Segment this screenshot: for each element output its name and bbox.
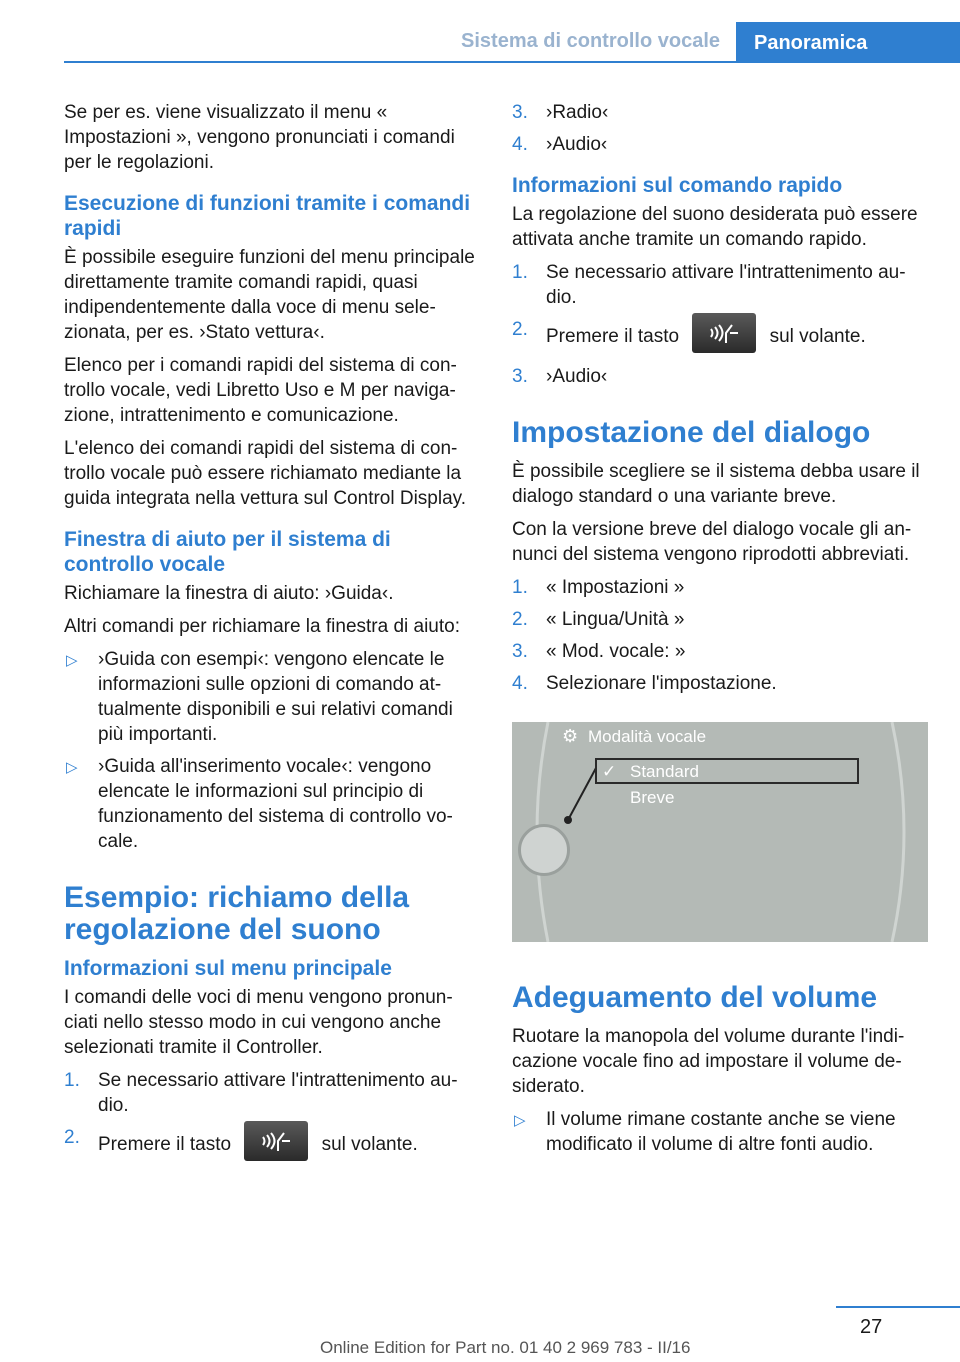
paragraph: Richiamare la finestra di aiuto: ›Guida‹. [64,583,394,604]
step-number: 1. [64,1070,80,1091]
heading-finestra: Finestra di aiuto per il sistema di controllo vocale [64,528,391,576]
list-item-text: Selezionare l'impostazione. [546,673,777,694]
running-section-title: Sistema di controllo vocale [461,30,720,52]
list-item [512,607,928,632]
list-item [64,647,480,747]
list-item [512,132,928,157]
list-item-text: « Mod. vocale: » [546,641,686,662]
paragraph: La regolazione del suono desiderata può essere attivata anche tramite un comando rapido. [512,204,918,250]
list-item [512,639,928,664]
step-number: 2. [64,1127,80,1148]
heading-volume: Adeguamento del volume [512,981,878,1014]
list-item-text: « Impostazioni » [546,577,685,598]
screen-title: Modalità vocale [588,727,707,746]
bullet-list [64,647,480,854]
paragraph: È possibile scegliere se il sistema debba usare il dialogo standard o una variante breve. [512,461,920,507]
list-item-text: ›Audio‹ [546,366,608,387]
heading-dialogo: Impostazione del dialogo [512,416,871,449]
list-item [64,754,480,854]
list-item [512,100,928,125]
list-item-text: ›Guida all'inserimento vocale‹: vengono elencate le informazioni sul principio di funzionamento del sistema di controllo vocale. [98,756,453,852]
numbered-list [512,100,928,157]
paragraph: Altri comandi per richiamare la finestra di aiuto: [64,616,461,637]
heading-esecuzione: Esecuzione di funzioni tramite i comandi rapidi [64,192,471,240]
paragraph: Elenco per i comandi rapidi del sistema di controllo vocale, vedi Libretto Uso e M per navigazione, intrattenimento e comunicazione. [64,355,457,426]
option-standard: Standard [630,762,699,781]
paragraph: I comandi delle voci di menu vengono pronunciati nello stesso modo in cui vengono anche selezionati tramite il Controller. [64,987,453,1058]
gear-icon: ⚙ [562,726,579,746]
triangle-bullet-icon: ▷ [66,759,78,776]
step-number: 4. [512,134,528,155]
triangle-bullet-icon: ▷ [514,1112,526,1129]
step-number: 2. [512,609,528,630]
bullet-list [512,1107,928,1157]
intro-paragraph: Se per es. viene visualizzato il menu « Impostazioni », vengono pronunciati i comandi per le regolazioni. [64,102,455,173]
list-item-text: Premere il tasto [98,1134,232,1156]
header-rule [64,61,960,63]
paragraph: Con la versione breve del dialogo vocale gli annunci del sistema vengono riprodotti abbreviati. [512,519,912,565]
list-item [512,260,928,310]
list-item [512,575,928,600]
list-item [512,671,928,696]
numbered-list [512,575,928,696]
controller-icon [518,824,570,876]
edition-note: Online Edition for Part no. 01 40 2 969 783 - II/16 [320,1338,691,1357]
list-item-text: Se necessario attivare l'intrattenimento audio. [98,1070,458,1116]
paragraph: L'elenco dei comandi rapidi del sistema di controllo vocale può essere richiamato mediante la guida integrata nella vettura sul Control Display. [64,438,467,509]
paragraph: Ruotare la manopola del volume durante l'indicazione vocale fino ad impostare il volume desiderato. [512,1026,905,1097]
numbered-list [64,1068,480,1165]
step-number: 1. [512,577,528,598]
list-item-text: ›Guida con esempi‹: vengono elencate le informazioni sulle opzioni di comando attualmente disponibili e sui relativi comandi più importanti. [98,649,453,745]
list-item-text: « Lingua/Unità » [546,609,685,630]
checkmark-icon: ✓ [602,762,617,781]
list-item [512,1107,928,1157]
heading-esempio: Esempio: richiamo della regolazione del suono [64,881,410,946]
list-item-text: Il volume rimane costante anche se viene modificato il volume di altre fonti audio. [546,1109,896,1155]
list-item [512,317,928,357]
running-chapter-tab: Panoramica [736,22,960,62]
step-number: 3. [512,366,528,387]
list-item-text: sul volante. [769,326,866,348]
step-number: 2. [512,319,528,340]
list-item-text: Premere il tasto [546,326,680,348]
left-column [64,100,480,1173]
control-display-screenshot [512,722,928,942]
list-item [512,364,928,389]
list-item-text: ›Radio‹ [546,102,609,123]
numbered-list [512,260,928,389]
list-item-text: sul volante. [321,1134,418,1156]
list-item [64,1068,480,1118]
paragraph: È possibile eseguire funzioni del menu principale direttamente tramite comandi rapidi, quasi indipendentemente dalla voce di menu selezionata, per es. ›Stato vettura‹. [64,247,475,343]
footer-rule [836,1306,960,1308]
step-number: 1. [512,262,528,283]
option-breve: Breve [630,788,675,807]
step-number: 4. [512,673,528,694]
step-number: 3. [512,641,528,662]
heading-menu-principale: Informazioni sul menu principale [64,957,392,980]
triangle-bullet-icon: ▷ [66,652,78,669]
page-number: 27 [860,1316,883,1338]
voice-button-icon [244,1121,308,1161]
voice-button-icon [692,313,756,353]
list-item-text: Se necessario attivare l'intrattenimento audio. [546,262,906,308]
list-item [64,1125,480,1165]
heading-comando-rapido: Informazioni sul comando rapido [512,174,843,197]
step-number: 3. [512,102,528,123]
right-column [512,100,928,1165]
list-item-text: ›Audio‹ [546,134,608,155]
